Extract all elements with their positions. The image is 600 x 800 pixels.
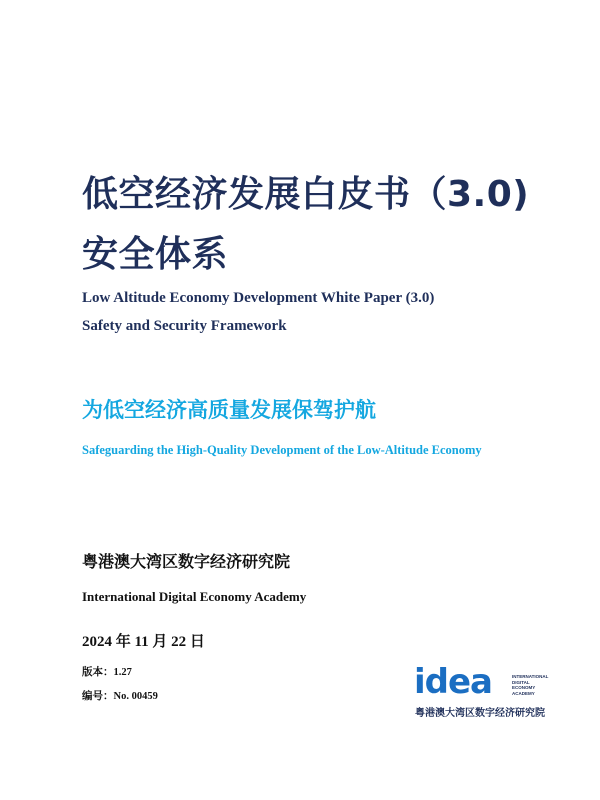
logo-wordmark: idea <box>414 662 492 702</box>
version-label: 版本： <box>82 666 114 678</box>
organization-zh: 粤港澳大湾区数字经济研究院 <box>82 552 291 571</box>
title-zh-line2: 安全体系 <box>82 234 229 275</box>
organization-en: International Digital Economy Academy <box>82 589 307 604</box>
logo-small-text <box>512 674 564 696</box>
logo-small-line: INTERNATIONAL <box>512 674 549 679</box>
title-en-line1: Low Altitude Economy Development White Paper (3.0) <box>82 290 435 306</box>
logo-name-zh: 粤港澳大湾区数字经济研究院 <box>415 708 545 719</box>
version-value: 1.27 <box>113 667 132 678</box>
title-zh-line1: 低空经济发展白皮书（3.0) <box>82 174 530 215</box>
serial-value: No. 00459 <box>113 691 158 702</box>
serial-line <box>82 689 158 704</box>
logo-small-line: ECONOMY <box>512 685 536 691</box>
logo-small-line: ACADEMY <box>512 690 535 696</box>
version-line <box>82 665 132 680</box>
subtitle-en: Safeguarding the High-Quality Development of the Low-Altitude Economy <box>82 443 482 457</box>
title-en-line2: Safety and Security Framework <box>82 318 287 334</box>
logo-small-line: DIGITAL <box>512 679 530 685</box>
idea-logo <box>414 662 564 722</box>
subtitle-zh: 为低空经济高质量发展保驾护航 <box>82 398 376 422</box>
publish-date: 2024 年 11 月 22 日 <box>82 634 205 650</box>
serial-label: 编号： <box>82 690 114 702</box>
